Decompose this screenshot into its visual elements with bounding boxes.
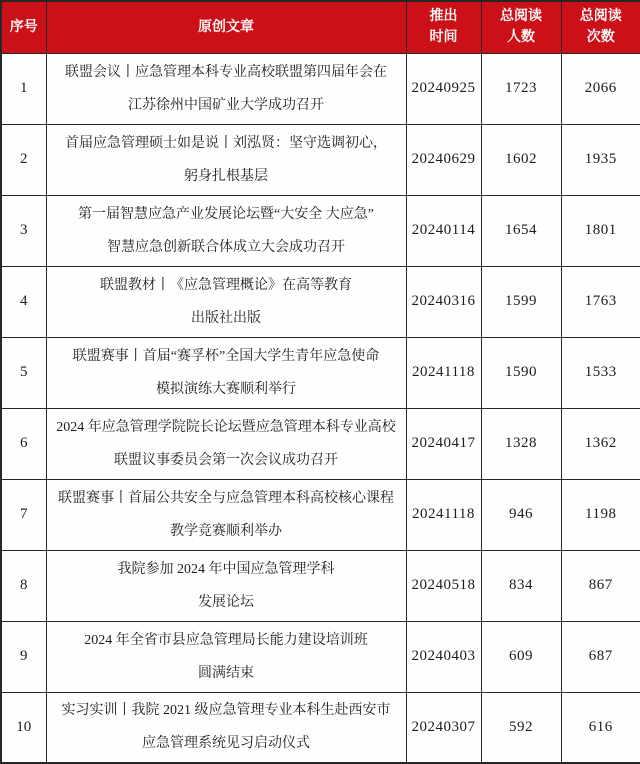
header-row — [1, 1, 640, 53]
row-index: 6 — [1, 408, 46, 479]
header-col-reads-line2: 次数 — [562, 27, 640, 48]
article-title-cell — [46, 266, 406, 337]
table-row — [1, 124, 640, 195]
article-title-line2: 发展论坛 — [47, 586, 406, 619]
header-col-date — [406, 1, 481, 53]
publish-date: 20240518 — [406, 550, 481, 621]
total-readers: 1590 — [481, 337, 561, 408]
total-reads: 1801 — [561, 195, 640, 266]
article-title-cell — [46, 692, 406, 763]
total-readers: 609 — [481, 621, 561, 692]
total-reads: 1362 — [561, 408, 640, 479]
publish-date: 20241118 — [406, 337, 481, 408]
row-index: 8 — [1, 550, 46, 621]
article-title-line2: 教学竞赛顺利举办 — [47, 515, 406, 548]
header-col-reads-line1: 总阅读 — [562, 6, 640, 27]
total-readers: 592 — [481, 692, 561, 763]
header-col-readers-line2: 人数 — [482, 27, 561, 48]
article-title-line1: 首届应急管理硕士如是说丨刘泓贤：坚守选调初心， — [47, 127, 406, 160]
article-title-line2: 应急管理系统见习启动仪式 — [47, 727, 406, 760]
total-reads: 1763 — [561, 266, 640, 337]
article-title-cell — [46, 408, 406, 479]
table-header — [1, 1, 640, 53]
article-title-line1: 我院参加 2024 年中国应急管理学科 — [47, 553, 406, 586]
total-reads: 687 — [561, 621, 640, 692]
article-title-line2: 联盟议事委员会第一次会议成功召开 — [47, 444, 406, 477]
article-title-line2: 躬身扎根基层 — [47, 160, 406, 193]
article-title-line1: 第一届智慧应急产业发展论坛暨“大安全 大应急” — [47, 198, 406, 231]
table-row — [1, 195, 640, 266]
row-index: 3 — [1, 195, 46, 266]
publish-date: 20240316 — [406, 266, 481, 337]
row-index: 2 — [1, 124, 46, 195]
article-title-cell — [46, 195, 406, 266]
table-row — [1, 337, 640, 408]
article-title-line1: 联盟教材丨《应急管理概论》在高等教育 — [47, 269, 406, 302]
header-col-article — [46, 1, 406, 53]
publish-date: 20240307 — [406, 692, 481, 763]
article-title-cell — [46, 53, 406, 124]
publish-date: 20240403 — [406, 621, 481, 692]
article-title-line1: 联盟会议丨应急管理本科专业高校联盟第四届年会在 — [47, 56, 406, 89]
total-readers: 1723 — [481, 53, 561, 124]
row-index: 10 — [1, 692, 46, 763]
total-readers: 834 — [481, 550, 561, 621]
row-index: 5 — [1, 337, 46, 408]
article-title-cell — [46, 124, 406, 195]
row-index: 7 — [1, 479, 46, 550]
article-title-line1: 2024 年全省市县应急管理局长能力建设培训班 — [47, 624, 406, 657]
row-index: 1 — [1, 53, 46, 124]
article-title-line2: 圆满结束 — [47, 657, 406, 690]
publish-date: 20241118 — [406, 479, 481, 550]
publish-date: 20240417 — [406, 408, 481, 479]
header-col-article-label: 原创文章 — [47, 17, 406, 38]
article-title-line2: 出版社出版 — [47, 302, 406, 335]
table-body — [1, 53, 640, 763]
total-readers: 1602 — [481, 124, 561, 195]
article-title-line1: 2024 年应急管理学院院长论坛暨应急管理本科专业高校 — [47, 411, 406, 444]
article-title-line1: 实习实训丨我院 2021 级应急管理专业本科生赴西安市 — [47, 694, 406, 727]
header-col-date-line1: 推出 — [407, 6, 481, 27]
row-index: 9 — [1, 621, 46, 692]
total-reads: 616 — [561, 692, 640, 763]
total-reads: 1198 — [561, 479, 640, 550]
publish-date: 20240629 — [406, 124, 481, 195]
article-title-line2: 智慧应急创新联合体成立大会成功召开 — [47, 231, 406, 264]
total-readers: 1654 — [481, 195, 561, 266]
row-index: 4 — [1, 266, 46, 337]
table-row — [1, 266, 640, 337]
article-title-cell — [46, 479, 406, 550]
table-row — [1, 621, 640, 692]
header-col-index — [1, 1, 46, 53]
table-row — [1, 479, 640, 550]
publish-date: 20240925 — [406, 53, 481, 124]
article-title-cell — [46, 550, 406, 621]
total-reads: 1533 — [561, 337, 640, 408]
article-title-line1: 联盟赛事丨首届公共安全与应急管理本科高校核心课程 — [47, 482, 406, 515]
table-row — [1, 53, 640, 124]
article-title-line2: 模拟演练大赛顺利举行 — [47, 373, 406, 406]
table-row — [1, 692, 640, 763]
total-readers: 1599 — [481, 266, 561, 337]
header-col-index-label: 序号 — [2, 17, 46, 38]
table-row — [1, 550, 640, 621]
header-col-reads — [561, 1, 640, 53]
total-readers: 946 — [481, 479, 561, 550]
publish-date: 20240114 — [406, 195, 481, 266]
header-col-readers — [481, 1, 561, 53]
article-title-cell — [46, 621, 406, 692]
table-row — [1, 408, 640, 479]
total-reads: 2066 — [561, 53, 640, 124]
total-reads: 867 — [561, 550, 640, 621]
article-title-line2: 江苏徐州中国矿业大学成功召开 — [47, 89, 406, 122]
total-readers: 1328 — [481, 408, 561, 479]
article-title-cell — [46, 337, 406, 408]
total-reads: 1935 — [561, 124, 640, 195]
header-col-date-line2: 时间 — [407, 27, 481, 48]
header-col-readers-line1: 总阅读 — [482, 6, 561, 27]
article-title-line1: 联盟赛事丨首届“赛孚杯”全国大学生青年应急使命 — [47, 340, 406, 373]
